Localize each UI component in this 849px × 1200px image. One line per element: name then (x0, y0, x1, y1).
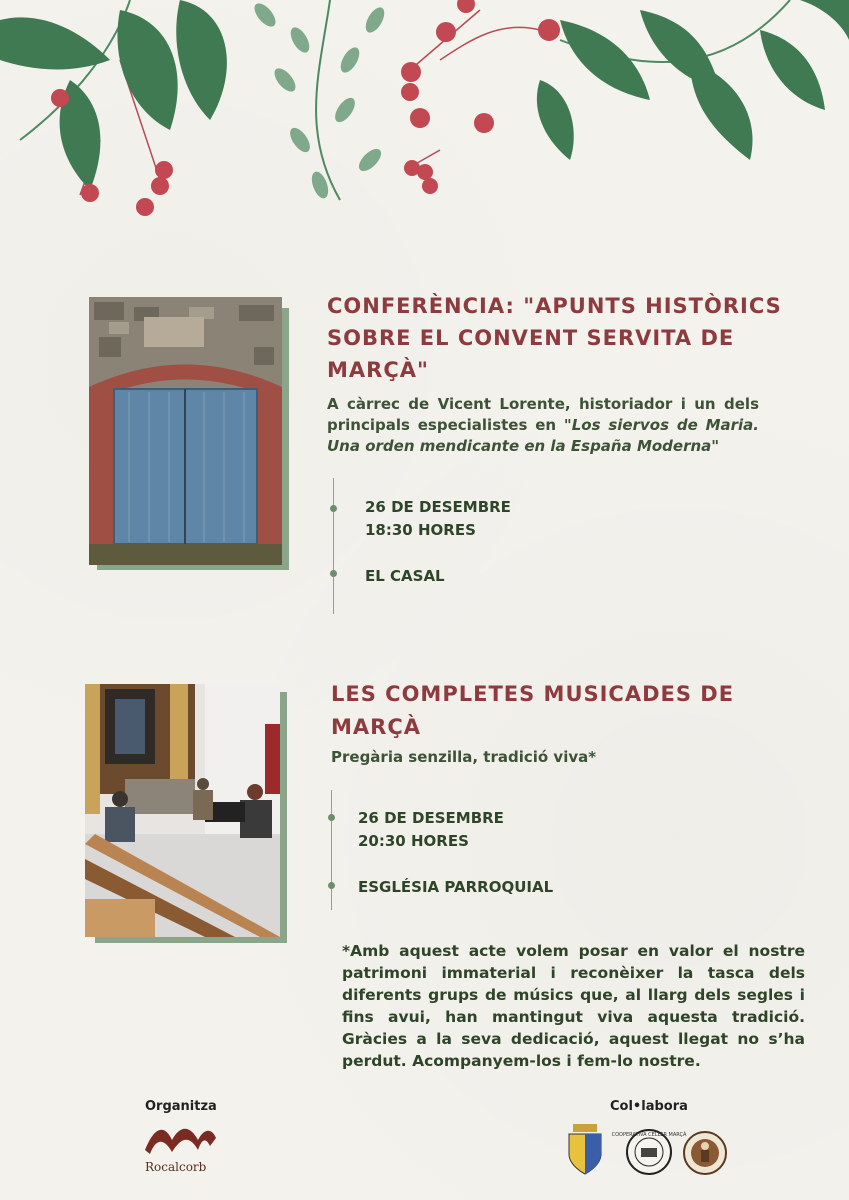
event1-title (327, 290, 797, 386)
event2-title (331, 678, 801, 744)
event1-title-line3: MARÇÀ" (327, 358, 429, 382)
event1-desc-text: A càrrec de Vicent Lorente, historiador i un dels principals especialistes en (327, 395, 759, 434)
event2-date: 26 DE DESEMBRE (358, 809, 504, 827)
event2-title-line2: MARÇÀ (331, 715, 421, 739)
event1-place-dot (330, 570, 337, 577)
cooperative-seal-icon (611, 1128, 687, 1176)
organizer-name: Rocalcorb (145, 1160, 207, 1174)
event1-date-dot (330, 505, 337, 512)
event2-place: ESGLÉSIA PARROQUIAL (358, 878, 554, 896)
event1-timeline (333, 478, 334, 614)
event2-title-line1: LES COMPLETES MUSICADES DE (331, 682, 735, 706)
event1-datetime (365, 496, 511, 542)
footnote: *Amb aquest acte volem posar en valor el nostre patrimoni immaterial i reconèixer la tasca dels diferents grups de músics que, al llarg dels segles i fins avui, han mantingut viva aquesta tradició. Gràcies a la seva dedicació, aquest llegat no s’ha perdut. Acompanyem-los i fem-lo nostre. (342, 942, 805, 1070)
rocalcorb-logo-icon (140, 1120, 220, 1160)
event1-date: 26 DE DESEMBRE (365, 498, 511, 516)
cooperative-seal-text: COOPERATIVA CELLER MARÇÀ (611, 1132, 687, 1138)
event2-subtitle: Pregària senzilla, tradició viva* (331, 748, 597, 766)
collaborators-label: Col•labora (610, 1099, 688, 1114)
event1-place: EL CASAL (365, 567, 445, 585)
organizer-label: Organitza (145, 1099, 217, 1114)
holly-decoration (0, 0, 849, 230)
town-shield-icon (567, 1124, 603, 1176)
event1-title-line1: CONFERÈNCIA: "APUNTS HISTÒRICS (327, 294, 782, 318)
event2-datetime (358, 807, 504, 853)
event2-place-dot (328, 882, 335, 889)
event2-date-dot (328, 814, 335, 821)
event1-time: 18:30 HORES (365, 521, 476, 539)
event2-time: 20:30 HORES (358, 832, 469, 850)
event1-title-line2: SOBRE EL CONVENT SERVITA DE (327, 326, 735, 350)
event2-timeline (331, 790, 332, 910)
event1-book-title: "Los siervos de Maria. Una orden mendicante en la España Moderna" (327, 416, 759, 455)
event1-description (327, 394, 759, 457)
convent-door-photo (89, 297, 282, 565)
saint-seal-icon (682, 1130, 728, 1176)
church-musicians-photo (85, 684, 280, 937)
